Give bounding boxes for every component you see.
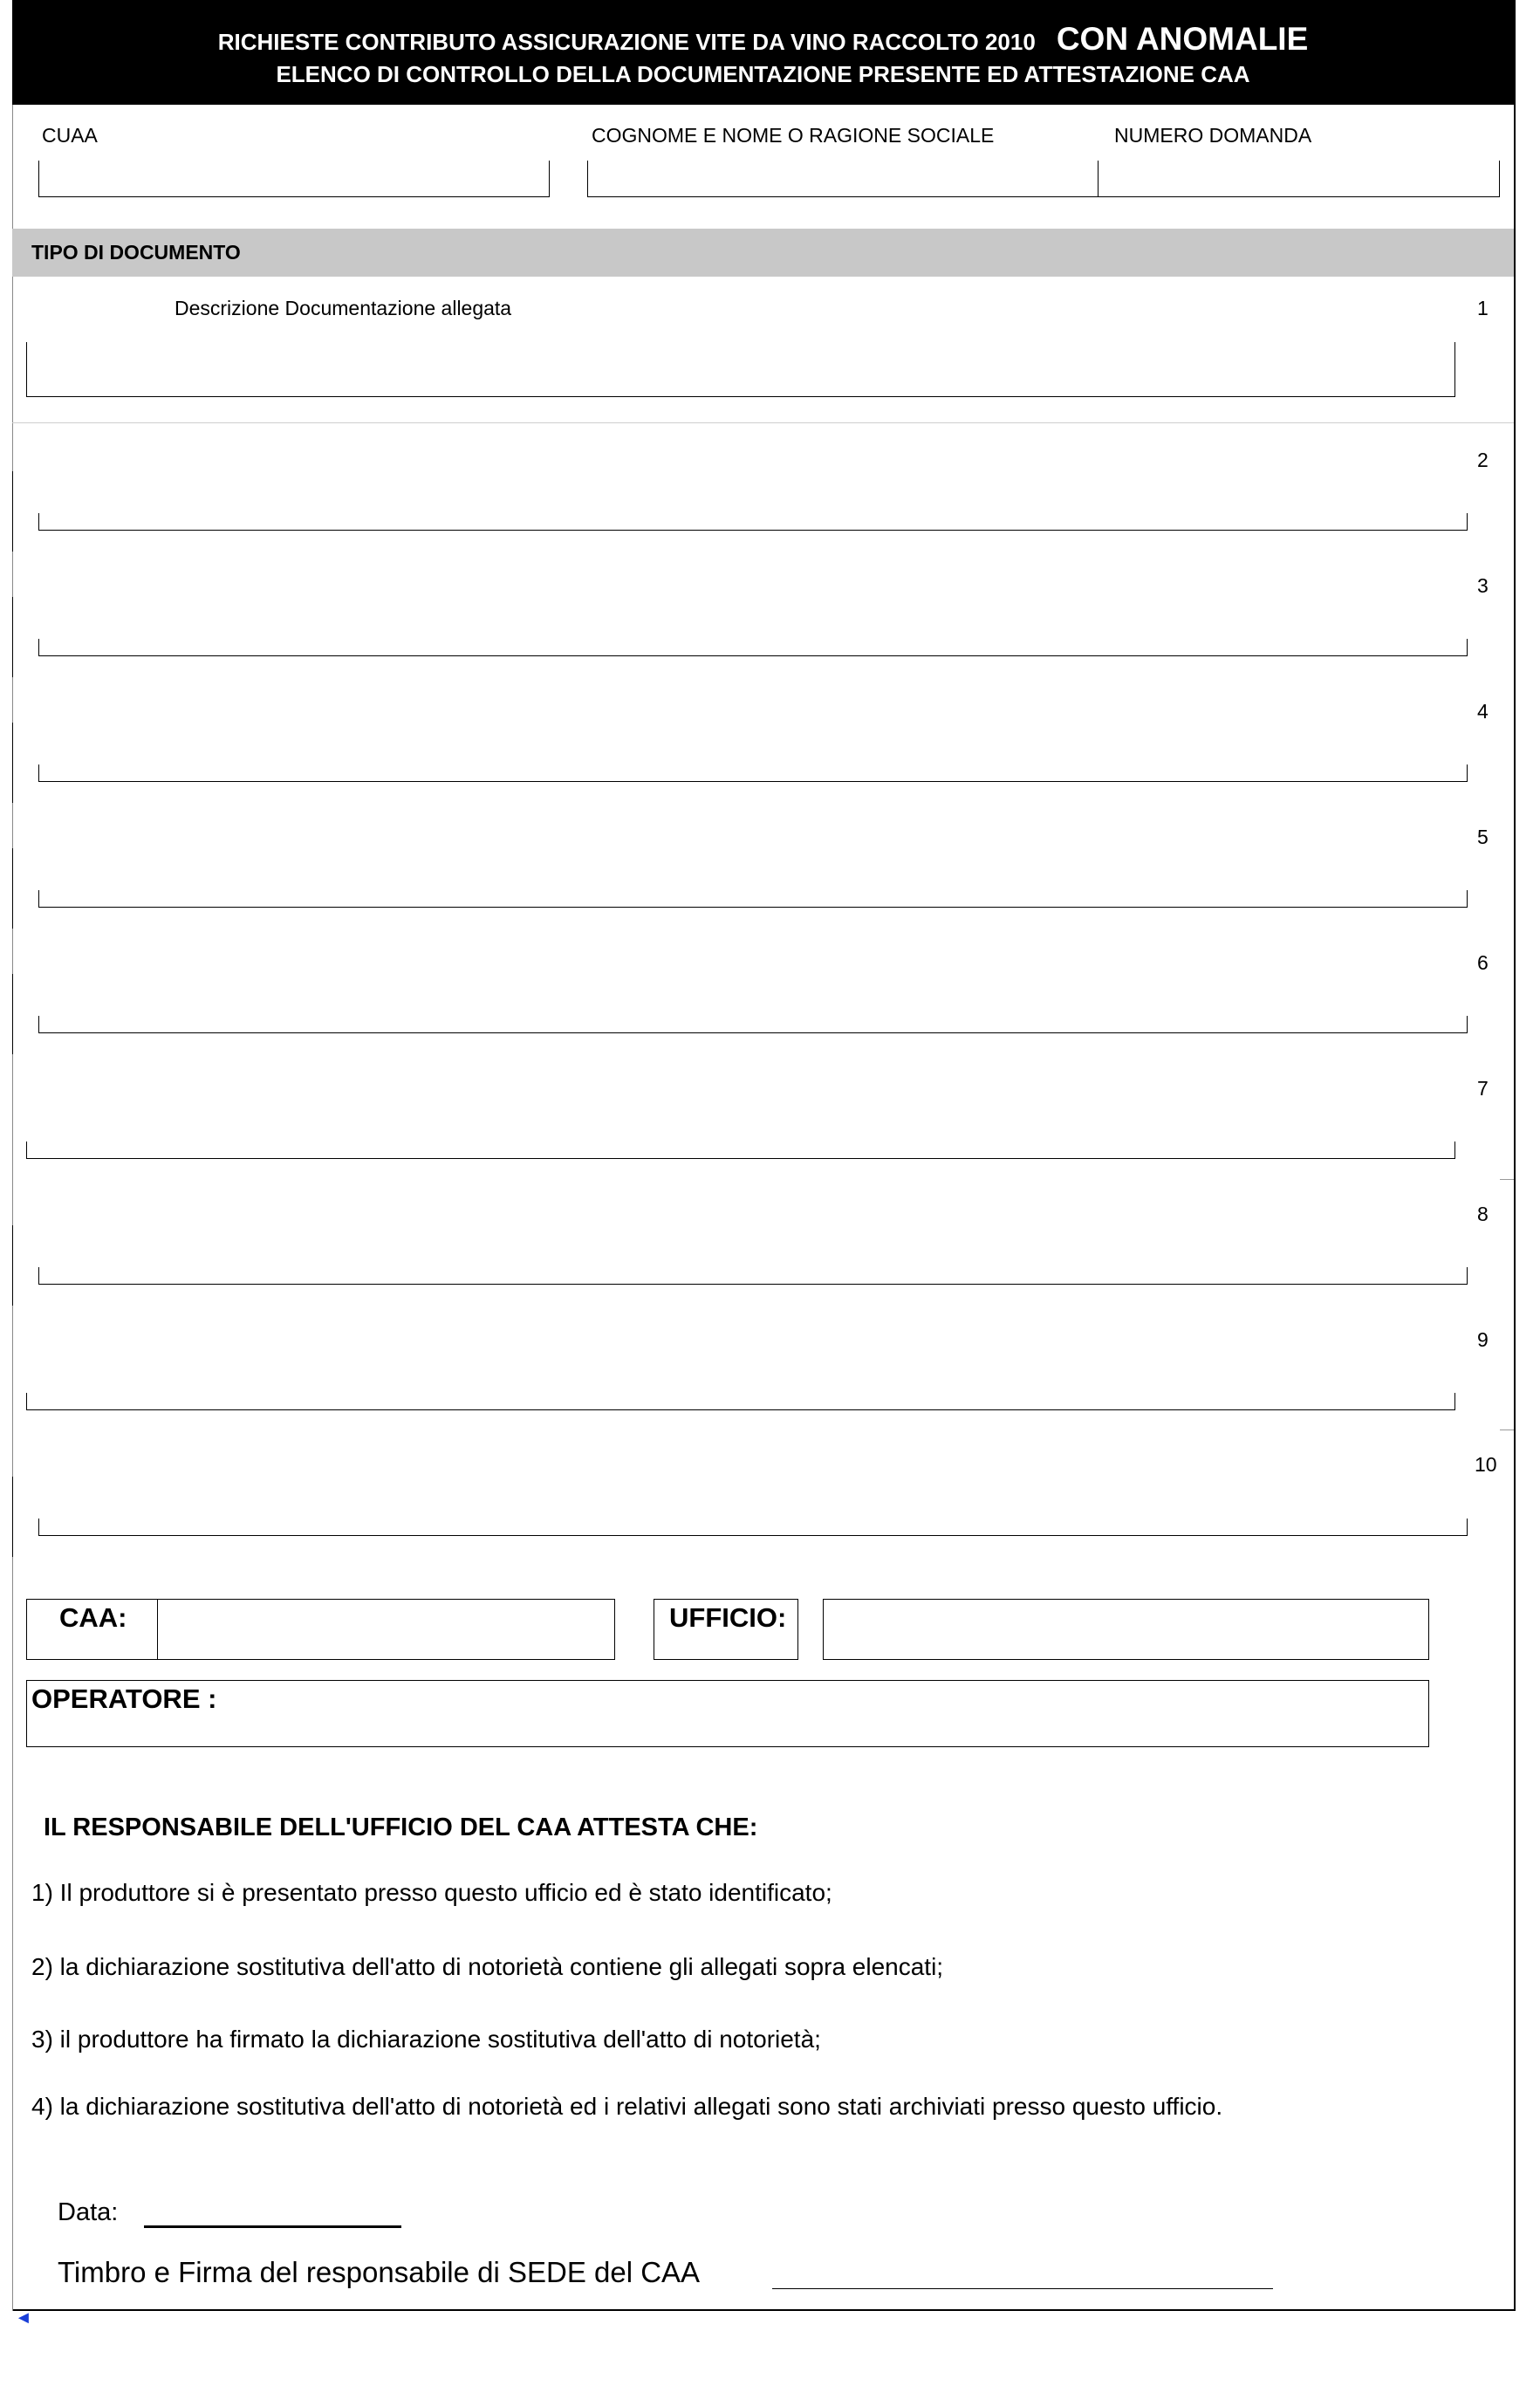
date-field[interactable] <box>144 2225 401 2228</box>
document-field-5[interactable] <box>38 890 1468 908</box>
form-subtitle: ELENCO DI CONTROLLO DELLA DOCUMENTAZIONE PRESENTE ED ATTESTAZIONE CAA <box>276 61 1250 87</box>
document-field-9[interactable] <box>26 1393 1455 1410</box>
name-label: COGNOME E NOME O RAGIONE SOCIALE <box>592 124 995 147</box>
row-number-1: 1 <box>1477 297 1489 319</box>
form-title <box>12 21 1514 58</box>
page-frame-left <box>12 105 13 2311</box>
caa-label: CAA: <box>59 1602 127 1633</box>
row-number-6: 6 <box>1477 951 1489 974</box>
document-field-7[interactable] <box>26 1142 1455 1159</box>
signature-label: Timbro e Firma del responsabile di SEDE del CAA <box>58 2256 701 2288</box>
row-margin-mark <box>12 974 13 1054</box>
row-number-7: 7 <box>1477 1077 1489 1100</box>
anomalie-flag: CON ANOMALIE <box>1056 21 1309 57</box>
row-number-2: 2 <box>1477 449 1489 471</box>
attestation-title: IL RESPONSABILE DELL'UFFICIO DEL CAA ATTESTA CHE: <box>44 1813 758 1841</box>
row-number-9: 9 <box>1477 1328 1489 1351</box>
row-divider <box>12 422 1514 423</box>
row-number-10: 10 <box>1475 1453 1497 1476</box>
attestation-item-1: 1) Il produttore si è presentato presso questo ufficio ed è stato identificato; <box>31 1879 832 1906</box>
document-field-6[interactable] <box>38 1016 1468 1033</box>
cuaa-field[interactable] <box>38 161 550 197</box>
document-type-bar <box>12 229 1514 277</box>
ufficio-field[interactable] <box>823 1599 1429 1660</box>
page-frame-bottom <box>12 2309 1516 2311</box>
attestation-item-3: 3) il produttore ha firmato la dichiarazione sostitutiva dell'atto di notorietà; <box>31 2026 821 2053</box>
row-number-5: 5 <box>1477 826 1489 848</box>
row-number-4: 4 <box>1477 700 1489 723</box>
document-field-1[interactable] <box>26 342 1455 397</box>
signature-line[interactable] <box>772 2288 1273 2289</box>
document-field-10[interactable] <box>38 1519 1468 1536</box>
form-header <box>12 0 1514 105</box>
date-label: Data: <box>58 2198 119 2226</box>
page-frame-right <box>1514 0 1516 2311</box>
row-number-3: 3 <box>1477 574 1489 597</box>
description-label: Descrizione Documentazione allegata <box>175 297 512 319</box>
attestation-item-2: 2) la dichiarazione sostitutiva dell'atto di notorietà contiene gli allegati sopra elencati; <box>31 1953 944 1980</box>
caa-box-divider <box>157 1599 158 1660</box>
caa-field[interactable] <box>159 1601 613 1658</box>
row-number-8: 8 <box>1477 1203 1489 1225</box>
operatore-field[interactable] <box>26 1680 1429 1747</box>
row-margin-mark <box>12 848 13 929</box>
back-arrow-icon[interactable]: ◄ <box>15 2308 32 2328</box>
operatore-label: OPERATORE : <box>31 1683 217 1714</box>
document-type-title: TIPO DI DOCUMENTO <box>31 241 241 264</box>
form-title-main: RICHIESTE CONTRIBUTO ASSICURAZIONE VITE DA VINO RACCOLTO 2010 <box>217 29 1036 55</box>
document-field-4[interactable] <box>38 764 1468 782</box>
name-field[interactable] <box>587 161 1099 197</box>
document-field-2[interactable] <box>38 513 1468 531</box>
attestation-item-4: 4) la dichiarazione sostitutiva dell'atto di notorietà ed i relativi allegati sono stati archiviati presso questo ufficio. <box>31 2093 1223 2120</box>
row-margin-mark <box>12 597 13 677</box>
row-margin-mark <box>1500 1179 1514 1180</box>
document-field-3[interactable] <box>38 639 1468 656</box>
row-margin-mark <box>12 471 13 552</box>
domanda-label: NUMERO DOMANDA <box>1114 124 1312 147</box>
row-margin-mark <box>12 1477 13 1557</box>
ufficio-label: UFFICIO: <box>669 1602 787 1633</box>
row-margin-mark <box>12 1225 13 1306</box>
document-field-8[interactable] <box>38 1267 1468 1285</box>
domanda-field[interactable] <box>1098 161 1500 197</box>
row-margin-mark <box>12 723 13 803</box>
cuaa-label: CUAA <box>42 124 98 147</box>
